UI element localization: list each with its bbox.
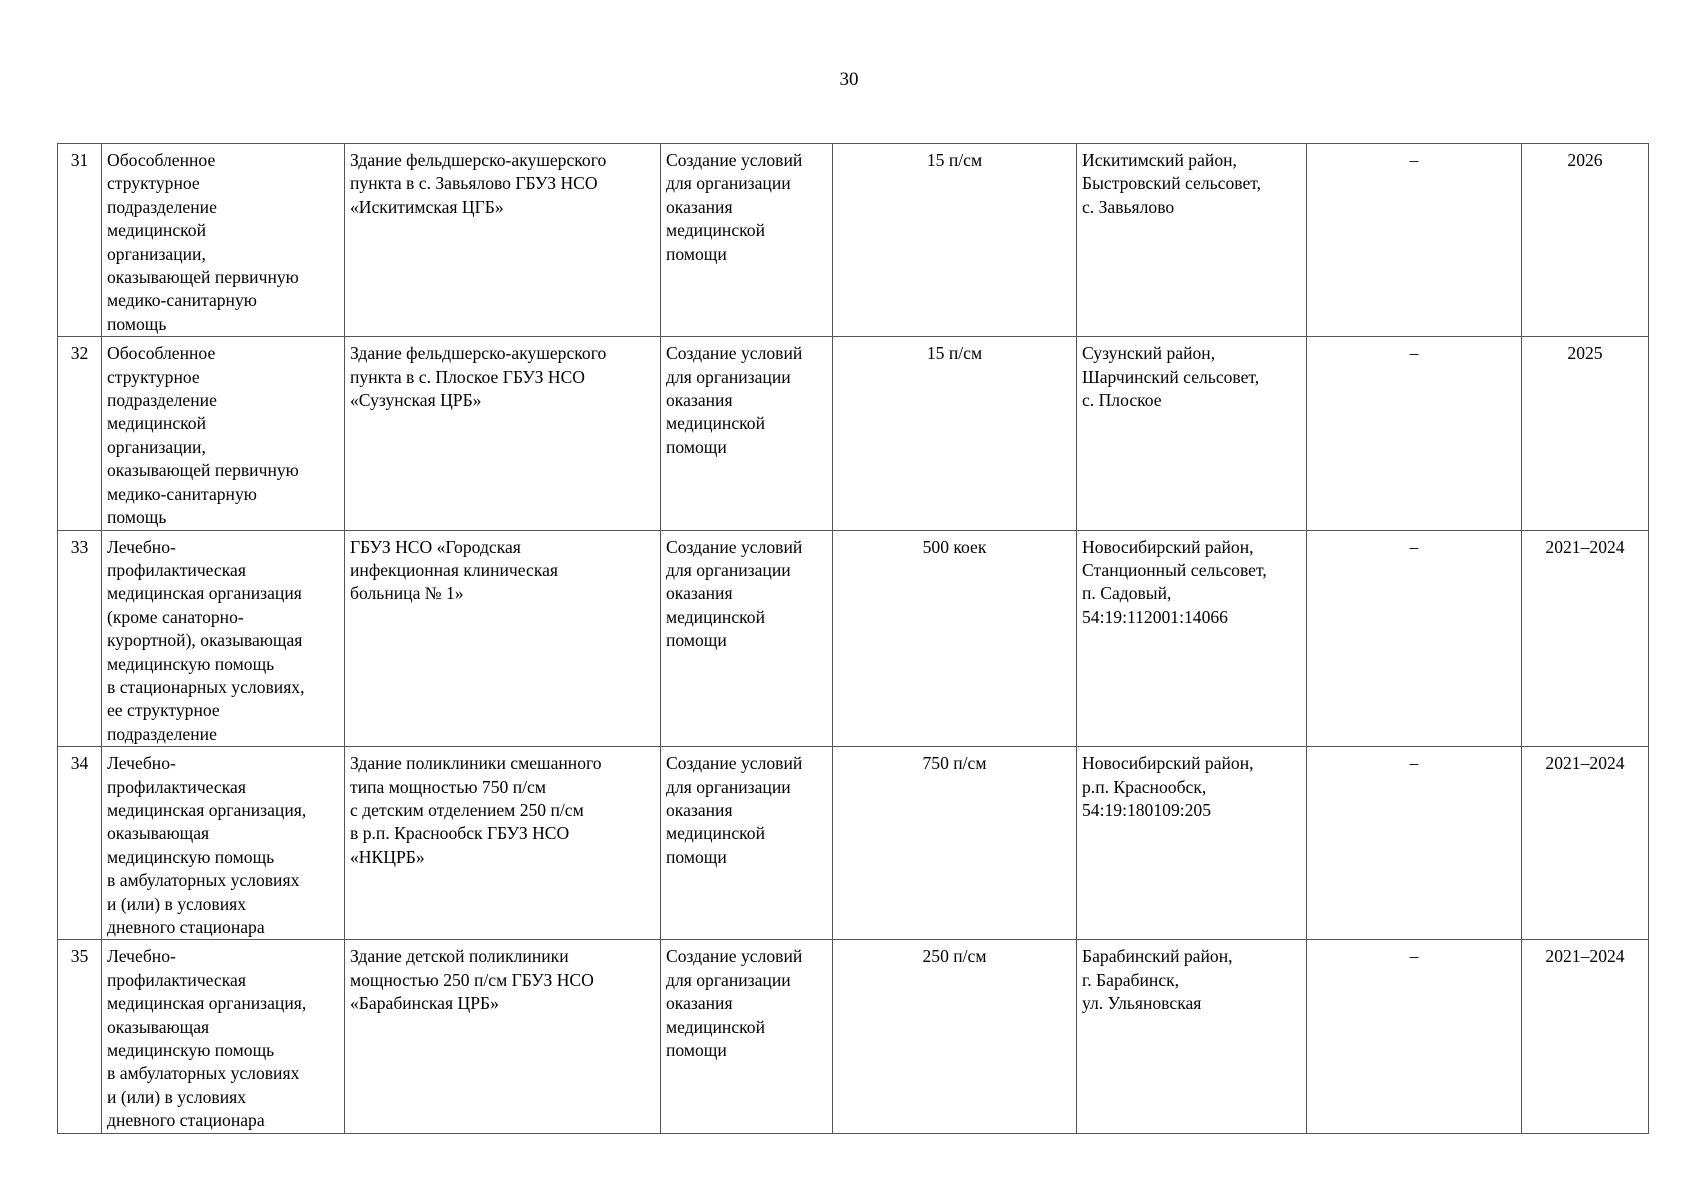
cell-text-line: структурное [107, 366, 200, 387]
cell-text-line: Лечебно- [107, 946, 176, 967]
organization-type-cell [102, 530, 345, 747]
extra-info-cell: – [1307, 747, 1522, 940]
cell-text-line: для организации [666, 173, 791, 194]
cell-text-line: оказывающей первичную [107, 267, 299, 288]
organization-type-cell [102, 940, 345, 1133]
cell-text-line: Новосибирский район, [1082, 536, 1254, 557]
cell-text-line: Быстровский сельсовет, [1082, 173, 1262, 194]
cell-text-line: пункта в с. Плоское ГБУЗ НСО [350, 366, 586, 387]
cell-text-line: дневного стационара [107, 1110, 265, 1131]
year-cell: 2021–2024 [1522, 940, 1649, 1133]
capacity-cell: 15 п/см [833, 337, 1077, 530]
cell-text-line: Обособленное [107, 343, 216, 364]
table-row [58, 747, 1649, 940]
purpose-cell [661, 337, 833, 530]
cell-text-line: (кроме санаторно- [107, 606, 244, 627]
cell-text-line: Здание фельдшерско-акушерского [350, 343, 607, 364]
cell-text-line: 54:19:180109:205 [1082, 799, 1212, 820]
cell-text-line: для организации [666, 559, 791, 580]
purpose-cell [661, 940, 833, 1133]
cell-text-line: медицинской [666, 823, 765, 844]
cell-text-line: курортной), оказывающая [107, 630, 303, 651]
table-row [58, 940, 1649, 1133]
cell-text-line: «НКЦРБ» [350, 846, 425, 867]
cell-text-line: медицинской [107, 413, 206, 434]
extra-info-cell: – [1307, 530, 1522, 747]
cell-text-line: медицинской [666, 220, 765, 241]
cell-text-line: Станционный сельсовет, [1082, 559, 1267, 580]
capacity-cell: 750 п/см [833, 747, 1077, 940]
cell-text-line: Здание фельдшерско-акушерского [350, 150, 607, 170]
year-cell: 2021–2024 [1522, 747, 1649, 940]
table-row [58, 530, 1649, 747]
cell-text-line: организации, [107, 243, 206, 264]
cell-text-line: помощь [107, 507, 167, 528]
capacity-cell: 250 п/см [833, 940, 1077, 1133]
location-cell [1077, 337, 1307, 530]
cell-text-line: медицинской [666, 413, 765, 434]
cell-text-line: помощи [666, 436, 727, 457]
cell-text-line: Сузунский район, [1082, 343, 1216, 364]
cell-text-line: в стационарных условиях, [107, 676, 305, 697]
cell-text-line: структурное [107, 173, 200, 194]
cell-text-line: Создание условий [666, 150, 803, 170]
table-row [58, 337, 1649, 530]
cell-text-line: помощи [666, 630, 727, 651]
location-cell [1077, 940, 1307, 1133]
cell-text-line: медицинскую помощь [107, 1040, 275, 1061]
cell-text-line: помощь [107, 313, 167, 334]
cell-text-line: оказания [666, 196, 733, 217]
purpose-cell [661, 530, 833, 747]
cell-text-line: с. Плоское [1082, 390, 1162, 411]
cell-text-line: Искитимский район, [1082, 150, 1237, 170]
cell-text-line: медицинская организация, [107, 799, 307, 820]
purpose-cell [661, 747, 833, 940]
cell-text-line: профилактическая [107, 969, 246, 990]
cell-text-line: профилактическая [107, 776, 246, 797]
cell-text-line: «Сузунская ЦРБ» [350, 390, 482, 411]
cell-text-line: подразделение [107, 196, 217, 217]
cell-text-line: медицинская организация, [107, 993, 307, 1014]
object-name-cell [345, 144, 661, 337]
cell-text-line: мощностью 250 п/см ГБУЗ НСО [350, 969, 594, 990]
cell-text-line: ее структурное [107, 700, 220, 721]
year-cell: 2025 [1522, 337, 1649, 530]
cell-text-line: Здание поликлиники смешанного [350, 753, 602, 774]
cell-text-line: профилактическая [107, 559, 246, 580]
cell-text-line: в амбулаторных условиях [107, 870, 300, 891]
cell-text-line: в р.п. Краснообск ГБУЗ НСО [350, 823, 570, 844]
cell-text-line: медицинскую помощь [107, 653, 275, 674]
location-cell [1077, 144, 1307, 337]
location-cell [1077, 530, 1307, 747]
cell-text-line: оказания [666, 993, 733, 1014]
cell-text-line: Лечебно- [107, 753, 176, 774]
cell-text-line: р.п. Краснообск, [1082, 776, 1207, 797]
cell-text-line: помощи [666, 1040, 727, 1061]
object-name-cell [345, 747, 661, 940]
cell-text-line: для организации [666, 366, 791, 387]
cell-text-line: Лечебно- [107, 536, 176, 557]
extra-info-cell: – [1307, 940, 1522, 1133]
row-number-cell: 35 [58, 940, 102, 1133]
cell-text-line: ул. Ульяновская [1082, 993, 1202, 1014]
object-name-cell [345, 337, 661, 530]
cell-text-line: Обособленное [107, 150, 216, 170]
cell-text-line: Создание условий [666, 753, 803, 774]
cell-text-line: медицинской [107, 220, 206, 241]
cell-text-line: организации, [107, 436, 206, 457]
row-number-cell: 32 [58, 337, 102, 530]
organization-type-cell [102, 144, 345, 337]
cell-text-line: пункта в с. Завьялово ГБУЗ НСО [350, 173, 598, 194]
row-number-cell: 31 [58, 144, 102, 337]
cell-text-line: помощи [666, 846, 727, 867]
organization-type-cell [102, 747, 345, 940]
cell-text-line: Здание детской поликлиники [350, 946, 569, 967]
cell-text-line: подразделение [107, 390, 217, 411]
cell-text-line: подразделение [107, 723, 217, 744]
extra-info-cell: – [1307, 337, 1522, 530]
cell-text-line: Барабинский район, [1082, 946, 1233, 967]
cell-text-line: медицинской [666, 1016, 765, 1037]
object-name-cell [345, 940, 661, 1133]
cell-text-line: оказания [666, 390, 733, 411]
cell-text-line: г. Барабинск, [1082, 969, 1180, 990]
cell-text-line: медицинская организация [107, 583, 302, 604]
cell-text-line: помощи [666, 243, 727, 264]
cell-text-line: Новосибирский район, [1082, 753, 1254, 774]
cell-text-line: оказывающей первичную [107, 460, 299, 481]
row-number-cell: 34 [58, 747, 102, 940]
cell-text-line: п. Садовый, [1082, 583, 1172, 604]
table-row [58, 144, 1649, 337]
cell-text-line: для организации [666, 969, 791, 990]
cell-text-line: оказания [666, 799, 733, 820]
object-name-cell [345, 530, 661, 747]
cell-text-line: в амбулаторных условиях [107, 1063, 300, 1084]
cell-text-line: Создание условий [666, 343, 803, 364]
cell-text-line: оказания [666, 583, 733, 604]
cell-text-line: оказывающая [107, 1016, 210, 1037]
cell-text-line: «Искитимская ЦГБ» [350, 196, 504, 217]
cell-text-line: инфекционная клиническая [350, 559, 559, 580]
cell-text-line: медицинскую помощь [107, 846, 275, 867]
cell-text-line: «Барабинская ЦРБ» [350, 993, 499, 1014]
cell-text-line: 54:19:112001:14066 [1082, 606, 1228, 627]
cell-text-line: медико-санитарную [107, 483, 257, 504]
cell-text-line: ГБУЗ НСО «Городская [350, 536, 521, 557]
purpose-cell [661, 144, 833, 337]
extra-info-cell: – [1307, 144, 1522, 337]
row-number-cell: 33 [58, 530, 102, 747]
cell-text-line: больница № 1» [350, 583, 464, 604]
cell-text-line: Создание условий [666, 536, 803, 557]
organization-type-cell [102, 337, 345, 530]
capacity-cell: 15 п/см [833, 144, 1077, 337]
page-number: 30 [839, 69, 859, 90]
cell-text-line: оказывающая [107, 823, 210, 844]
cell-text-line: и (или) в условиях [107, 893, 247, 914]
cell-text-line: Создание условий [666, 946, 803, 967]
cell-text-line: и (или) в условиях [107, 1086, 247, 1107]
cell-text-line: с детским отделением 250 п/см [350, 799, 584, 820]
cell-text-line: медико-санитарную [107, 290, 257, 311]
capacity-cell: 500 коек [833, 530, 1077, 747]
cell-text-line: типа мощностью 750 п/см [350, 776, 546, 797]
cell-text-line: дневного стационара [107, 917, 265, 937]
year-cell: 2021–2024 [1522, 530, 1649, 747]
year-cell: 2026 [1522, 144, 1649, 337]
cell-text-line: Шарчинский сельсовет, [1082, 366, 1260, 387]
cell-text-line: с. Завьялово [1082, 196, 1175, 217]
cell-text-line: медицинской [666, 606, 765, 627]
cell-text-line: для организации [666, 776, 791, 797]
objects-table [57, 143, 1649, 1134]
location-cell [1077, 747, 1307, 940]
